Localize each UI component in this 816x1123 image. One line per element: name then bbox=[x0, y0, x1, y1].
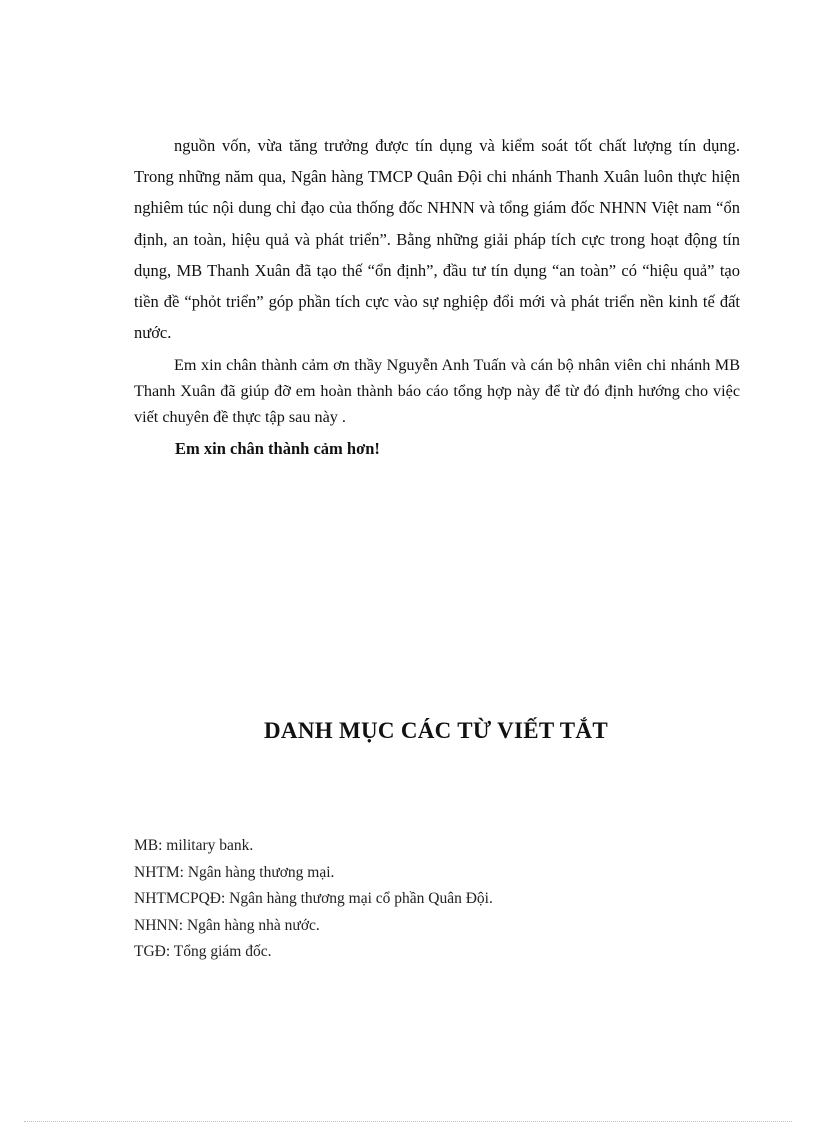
abbreviation-item-nhtmcpqd: NHTMCPQĐ: Ngân hàng thương mại cổ phần Quân Đội. bbox=[134, 890, 493, 907]
page-bottom-divider bbox=[24, 1121, 792, 1122]
abbreviations-heading: DANH MỤC CÁC TỪ VIẾT TẮT bbox=[264, 718, 608, 743]
body-paragraph-acknowledgement: Em xin chân thành cảm ơn thầy Nguyễn Anh Tuấn và cán bộ nhân viên chi nhánh MB Thanh Xuân đã giúp đỡ em hoàn thành báo cáo tổng hợp này để từ đó định hướng cho việc viết chuyên đề thực tập sau này . bbox=[134, 356, 740, 426]
closing-thanks: Em xin chân thành cảm hơn! bbox=[175, 439, 380, 458]
abbreviation-item-nhtm: NHTM: Ngân hàng thương mại. bbox=[134, 863, 335, 881]
body-paragraph-credit-growth: nguồn vốn, vừa tăng trưởng được tín dụng và kiểm soát tốt chất lượng tín dụng. Trong những năm qua, Ngân hàng TMCP Quân Đội chi nhánh Thanh Xuân luôn thực hiện nghiêm túc nội dung chỉ đạo của thống đốc NHNN và tổng giám đốc NHNN Việt nam “ổn định, an toàn, hiệu quả và phát triển”. Bằng những giải pháp tích cực trong hoạt động tín dụng, MB Thanh Xuân đã tạo thế “ổn định”, đầu tư tín dụng “an toàn” có “hiệu quả” tạo tiền đề “phỏt triển” góp phần tích cực vào sự nghiệp đổi mới và phát triển nền kinh tế đất nước. bbox=[134, 136, 740, 343]
abbreviations-list bbox=[134, 833, 493, 966]
abbreviation-item-tgd: TGĐ: Tổng giám đốc. bbox=[134, 943, 272, 960]
abbreviation-item-mb: MB: military bank. bbox=[134, 837, 254, 854]
abbreviation-item-nhnn: NHNN: Ngân hàng nhà nước. bbox=[134, 916, 320, 934]
